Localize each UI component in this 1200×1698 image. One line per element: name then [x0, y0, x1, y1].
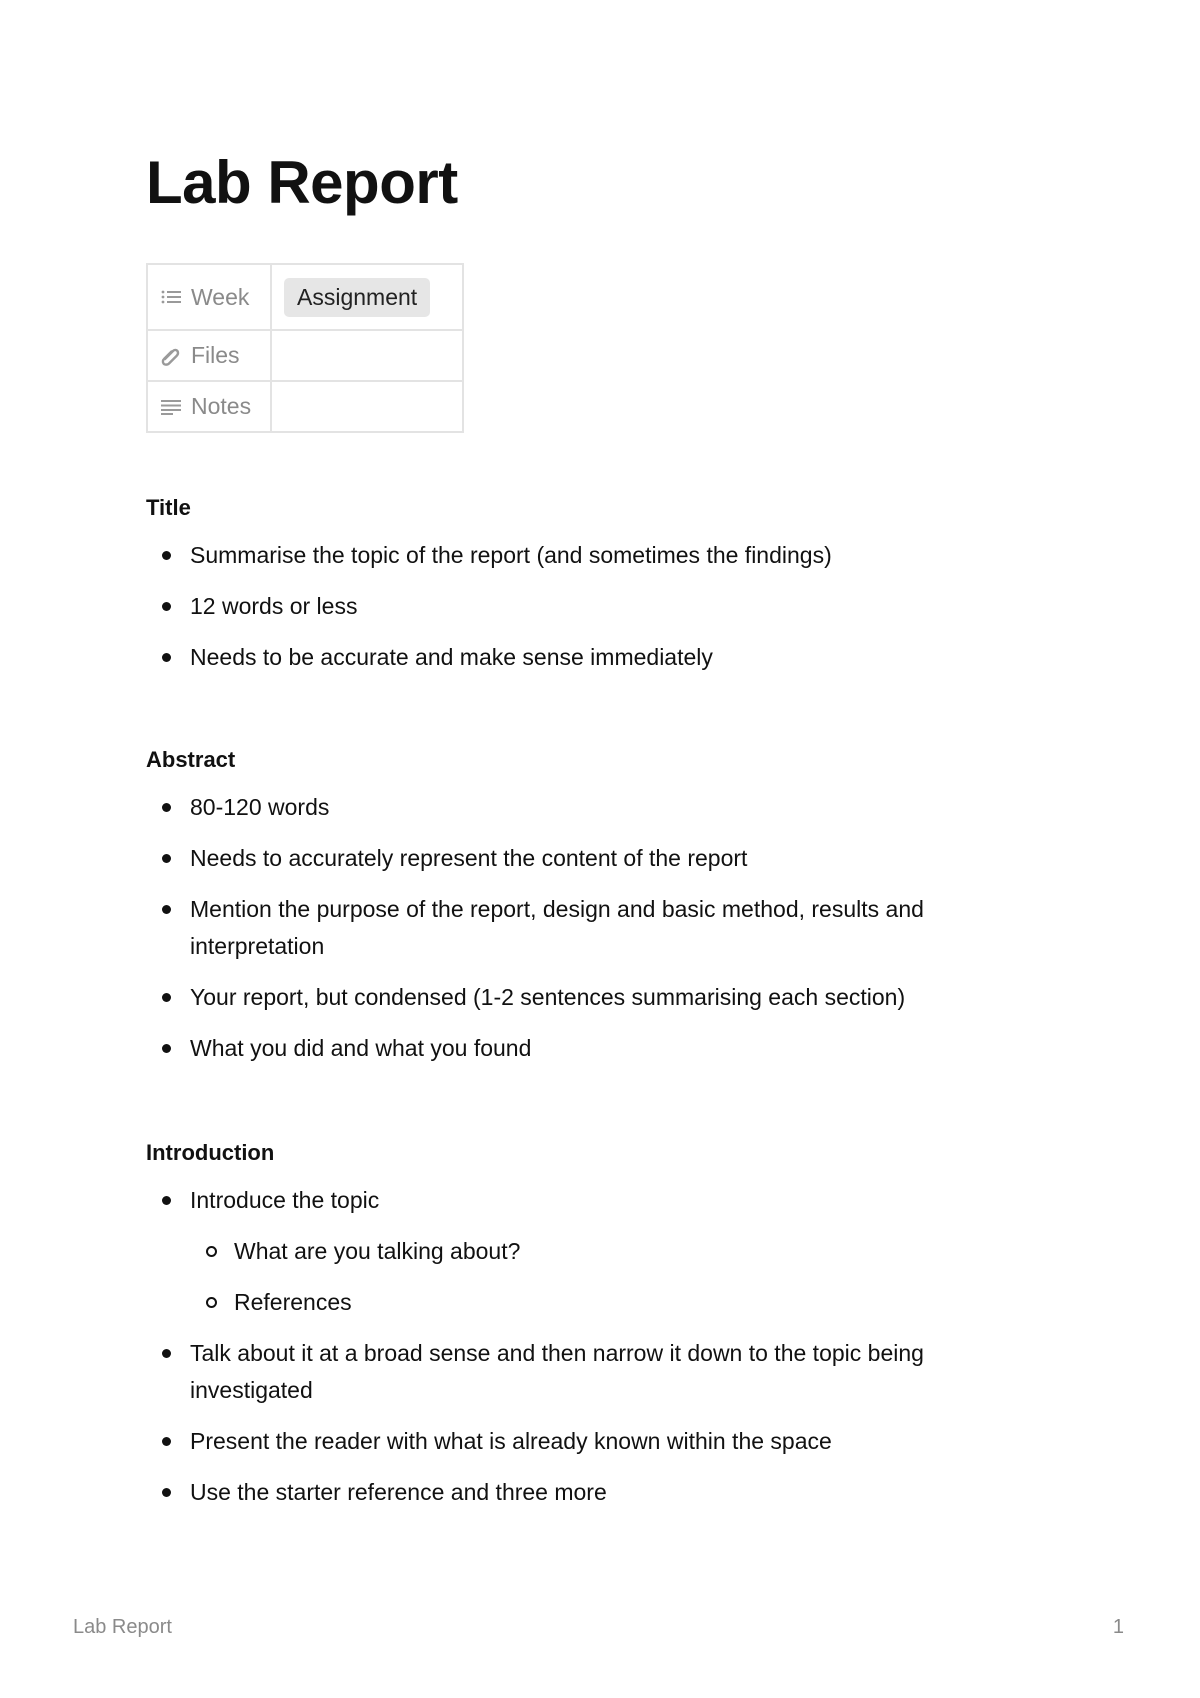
- list-item: 80-120 words: [146, 789, 1046, 826]
- property-row-week: [147, 264, 463, 330]
- paperclip-icon: [161, 346, 181, 366]
- section-abstract: [146, 745, 1046, 1067]
- property-value-week[interactable]: [271, 264, 463, 330]
- properties-table: [146, 263, 464, 433]
- section-heading-introduction: Introduction: [146, 1140, 275, 1165]
- list-item: [146, 1182, 1046, 1321]
- list-item: Mention the purpose of the report, design and basic method, results and interpretation: [146, 891, 1046, 965]
- list-item: What you did and what you found: [146, 1030, 1046, 1067]
- list-item: Present the reader with what is already known within the space: [146, 1423, 1046, 1460]
- page-title: Lab Report: [146, 149, 458, 216]
- list-item: Needs to be accurate and make sense immediately: [146, 639, 1046, 676]
- nested-list-item: What are you talking about?: [190, 1233, 1046, 1270]
- section-title: [146, 493, 1046, 676]
- text-lines-icon: [161, 399, 181, 415]
- list-item: Summarise the topic of the report (and sometimes the findings): [146, 537, 1046, 574]
- list-item: Talk about it at a broad sense and then narrow it down to the topic being investigated: [146, 1335, 1046, 1409]
- property-label-week: Week: [191, 283, 250, 310]
- property-row-files: [147, 330, 463, 381]
- property-value-notes[interactable]: [271, 381, 463, 432]
- nested-bullet-list: [190, 1233, 1046, 1321]
- list-icon: [161, 289, 181, 305]
- section-heading-title: Title: [146, 495, 191, 520]
- property-value-files[interactable]: [271, 330, 463, 381]
- footer-doc-name: Lab Report: [73, 1616, 172, 1638]
- list-item: Needs to accurately represent the content of the report: [146, 840, 1046, 877]
- property-row-notes: [147, 381, 463, 432]
- section-introduction: [146, 1138, 1046, 1511]
- bullet-list: [146, 789, 1046, 1067]
- property-label-notes: Notes: [191, 393, 252, 419]
- property-label-files: Files: [191, 342, 240, 368]
- list-item-text: Introduce the topic: [190, 1187, 380, 1213]
- week-select-tag[interactable]: Assignment: [284, 278, 430, 317]
- nested-list-item: References: [190, 1284, 1046, 1321]
- bullet-list: [146, 1182, 1046, 1511]
- list-item: Your report, but condensed (1-2 sentences summarising each section): [146, 979, 1046, 1016]
- list-item: 12 words or less: [146, 588, 1046, 625]
- footer-page-number: 1: [1112, 1616, 1124, 1638]
- list-item: Use the starter reference and three more: [146, 1474, 1046, 1511]
- bullet-list: [146, 537, 1046, 676]
- section-heading-abstract: Abstract: [146, 747, 236, 772]
